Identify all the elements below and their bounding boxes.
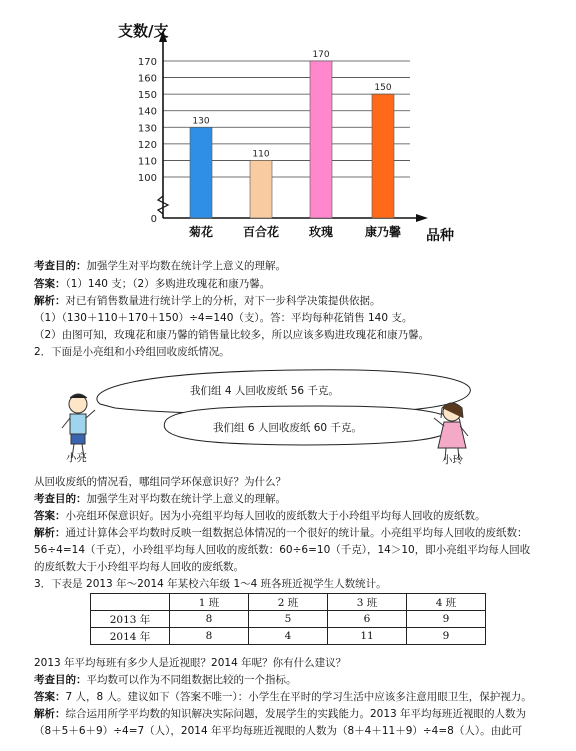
q3-analysis-line2: （8＋5＋6＋9）÷4=7（人），2014 年平均每班近视眼的人数为（8＋4＋11＋9）÷4=8（人）。由此可 (34, 725, 523, 737)
y-tick-label: 0 (150, 214, 157, 225)
y-axis-title: 支数/支 (118, 22, 169, 40)
boy-figure (62, 394, 95, 458)
speech-illustration (0, 362, 576, 474)
bubble-1-text: 我们组 4 人回收废纸 56 千克。 (190, 385, 339, 397)
q3-purpose (34, 672, 554, 689)
q2-answer (34, 508, 554, 525)
table-row (91, 611, 486, 628)
table-cell: 9 (407, 628, 486, 645)
y-tick-label: 100 (137, 173, 157, 184)
table-cell: 11 (328, 628, 407, 645)
q1-answer-label: 答案： (34, 278, 66, 290)
y-tick-label: 120 (137, 139, 157, 151)
bar (372, 94, 394, 218)
table-cell: 9 (407, 611, 486, 628)
q1-purpose-text: 加强学生对平均数在统计学上意义的理解。 (86, 260, 286, 272)
bar-value-label: 150 (374, 83, 392, 94)
q3-analysis-label: 解析： (34, 708, 66, 720)
bubble-2-text: 我们组 6 人回收废纸 60 千克。 (213, 422, 362, 434)
y-tick-label: 130 (137, 123, 157, 135)
table-cell: 8 (170, 628, 249, 645)
bar-chart (0, 0, 576, 258)
q3-purpose-text: 平均数可以作为不同组数据比较的一个指标。 (86, 674, 297, 686)
q1-answer-text: （1）140 支；（2）多购进玫瑰花和康乃馨。 (65, 278, 271, 290)
x-category-label: 玫瑰 (308, 225, 334, 239)
q1-line2: （2）由图可知，玫瑰花和康乃馨的销售量比较多，所以应该多购进玫瑰花和康乃馨。 (34, 329, 430, 341)
q2-question: 从回收废纸的情况看，哪组同学环保意识好？为什么？ (34, 476, 286, 488)
q2-analysis-label: 解析： (34, 527, 66, 539)
table-cell: 5 (249, 611, 328, 628)
table-header-cell: 2 班 (249, 594, 328, 611)
q2-title: 2．下面是小亮组和小玲组回收废纸情况。 (34, 346, 230, 358)
q2-answer-text: 小亮组环保意识好。因为小亮组平均每人回收的废纸数大于小玲组平均每人回收的废纸数。 (65, 510, 486, 522)
y-tick-label: 160 (137, 73, 157, 85)
chart-svg (0, 0, 576, 258)
q3-answer (34, 689, 554, 706)
person-1-label: 小亮 (66, 452, 87, 464)
x-category-label: 菊花 (188, 225, 214, 239)
bar (250, 160, 272, 218)
table-cell: 6 (328, 611, 407, 628)
q1-purpose-label: 考查目的： (34, 260, 87, 272)
y-tick-label: 170 (137, 57, 157, 68)
q1-answer (34, 276, 554, 293)
q2-purpose-label: 考查目的： (34, 493, 87, 505)
y-tick-label: 150 (137, 90, 157, 102)
q2-purpose (34, 491, 554, 508)
q2-analysis-line1: 通过计算体会平均数时反映一组数据总体情况的一个很好的统计量。小亮组平均每人回收的废纸数： (65, 527, 528, 539)
q3-title: 3．下表是 2013 年～2014 年某校六年级 1～4 班各班近视学生人数统计。 (34, 578, 387, 590)
q2-analysis (34, 525, 554, 542)
table-cell: 4 (249, 628, 328, 645)
y-tick-label: 110 (137, 156, 157, 168)
q3-question: 2013 年平均每班有多少人是近视眼？2014 年呢？你有什么建议？ (34, 657, 347, 669)
q3-analysis (34, 706, 554, 723)
table-cell: 8 (170, 611, 249, 628)
q1-analysis-label: 解析： (34, 295, 66, 307)
x-category-label: 百合花 (242, 225, 280, 239)
y-tick-label: 140 (137, 106, 157, 118)
table-header-row (91, 594, 486, 611)
bar-value-label: 110 (252, 149, 270, 160)
person-2-label: 小玲 (442, 454, 463, 466)
q2-analysis-line3: 的废纸数大于小玲组平均每人回收的废纸数。 (34, 561, 244, 573)
q1-analysis (34, 293, 554, 310)
bar-value-label: 170 (312, 50, 330, 60)
q3-analysis-line1: 综合运用所学平均数的知识解决实际问题，发展学生的实践能力。2013 年平均每班近视眼的人数为 (65, 708, 527, 720)
bar (310, 61, 332, 218)
table-cell: 2013 年 (91, 611, 170, 628)
q2-analysis-line2: 56÷4=14（千克），小玲组平均每人回收的废纸数：60÷6=10（千克），14＞10，即小亮组平均每人回收 (34, 544, 531, 556)
table-header-cell: 3 班 (328, 594, 407, 611)
q1-line1: （1）（130＋110＋170＋150）÷4=140（支）。答：平均每种花销售 140 支。 (34, 312, 413, 324)
q2-purpose-text: 加强学生对平均数在统计学上意义的理解。 (86, 493, 286, 505)
bar-value-label: 130 (192, 116, 210, 127)
bar (190, 127, 212, 218)
q2-answer-label: 答案： (34, 510, 66, 522)
x-category-label: 康乃馨 (364, 225, 402, 239)
x-axis-title: 品种 (426, 228, 454, 244)
table-cell: 2014 年 (91, 628, 170, 645)
q3-answer-text: 7 人，8 人。建议如下（答案不唯一）：小学生在平时的学习生活中应该多注意用眼卫生，保护视力。 (65, 691, 532, 703)
q1-purpose (34, 258, 554, 275)
q3-purpose-label: 考查目的： (34, 674, 87, 686)
myopia-table (90, 593, 486, 645)
table-header-cell: 4 班 (407, 594, 486, 611)
x-axis-arrow (416, 214, 428, 222)
q3-answer-label: 答案： (34, 691, 66, 703)
q1-analysis-text: 对已有销售数量进行统计学上的分析，对下一步科学决策提供依据。 (65, 295, 381, 307)
table-header-cell (91, 594, 170, 611)
table-row (91, 628, 486, 645)
table-header-cell: 1 班 (170, 594, 249, 611)
